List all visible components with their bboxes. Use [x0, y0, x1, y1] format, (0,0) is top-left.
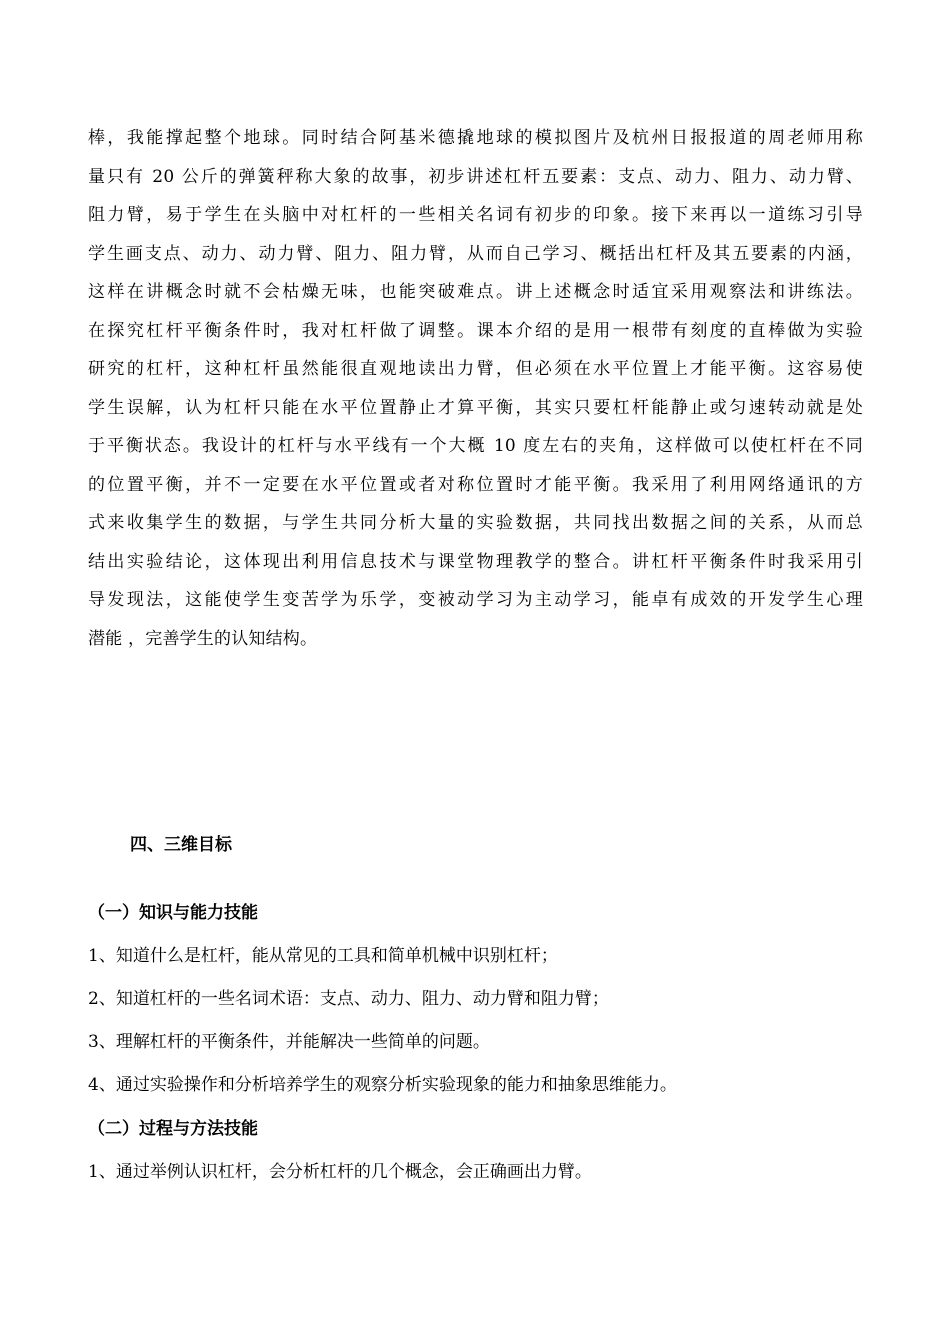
paragraph-line: 研究的杠杆，这种杠杆虽然能很直观地读出力臂，但必须在水平位置上才能平衡。这容易使: [88, 359, 863, 379]
knowledge-item: 4、通过实验操作和分析培养学生的观察分析实验现象的能力和抽象思维能力。: [88, 1075, 677, 1095]
paragraph-line: 在探究杠杆平衡条件时，我对杠杆做了调整。课本介绍的是用一根带有刻度的直棒做为实验: [88, 320, 863, 341]
paragraph-line: 的位置平衡，并不一定要在水平位置或者对称位置时才能平衡。我采用了利用网络通讯的方: [88, 474, 863, 495]
knowledge-item: 1、知道什么是杠杆，能从常见的工具和简单机械中识别杠杆；: [88, 946, 558, 966]
body-paragraph: [88, 119, 863, 658]
paragraph-line: 棒，我能撑起整个地球。同时结合阿基米德撬地球的模拟图片及杭州日报报道的周老师用称: [88, 128, 863, 148]
process-heading: （二）过程与方法技能: [88, 1119, 258, 1139]
knowledge-heading: （一）知识与能力技能: [88, 903, 258, 923]
knowledge-item: 3、理解杠杆的平衡条件，并能解决一些简单的问题。: [88, 1032, 490, 1052]
paragraph-line: 学生误解，认为杠杆只能在水平位置静止才算平衡，其实只要杠杆能静止或匀速转动就是处: [88, 397, 863, 418]
paragraph-line: 式来收集学生的数据，与学生共同分析大量的实验数据，共同找出数据之间的关系，从而总: [88, 513, 863, 533]
section-heading: 四、三维目标: [130, 835, 232, 855]
paragraph-line: 导发现法，这能使学生变苦学为乐学，变被动学习为主动学习，能卓有成效的开发学生心理: [88, 590, 863, 610]
paragraph-line: 于平衡状态。我设计的杠杆与水平线有一个大概 10 度左右的夹角，这样做可以使杠杆在不同: [88, 436, 863, 456]
paragraph-line: 这样在讲概念时就不会枯燥无味，也能突破难点。讲上述概念时适宜采用观察法和讲练法。: [88, 282, 863, 302]
paragraph-line: 学生画支点、动力、动力臂、阻力、阻力臂，从而自己学习、概括出杠杆及其五要素的内涵，: [88, 243, 863, 264]
paragraph-line: 结出实验结论，这体现出利用信息技术与课堂物理教学的整合。讲杠杆平衡条件时我采用引: [88, 551, 863, 572]
paragraph-line: 阻力臂，易于学生在头脑中对杠杆的一些相关名词有初步的印象。接下来再以一道练习引导: [88, 205, 863, 225]
process-item: 1、通过举例认识杠杆，会分析杠杆的几个概念，会正确画出力臂。: [88, 1162, 592, 1182]
paragraph-line: 潜能 ，完善学生的认知结构。: [88, 628, 318, 649]
knowledge-item: 2、知道杠杆的一些名词术语：支点、动力、阻力、动力臂和阻力臂；: [88, 989, 609, 1009]
paragraph-line: 量只有 20 公斤的弹簧秤称大象的故事，初步讲述杠杆五要素：支点、动力、阻力、动力臂、: [88, 166, 863, 187]
